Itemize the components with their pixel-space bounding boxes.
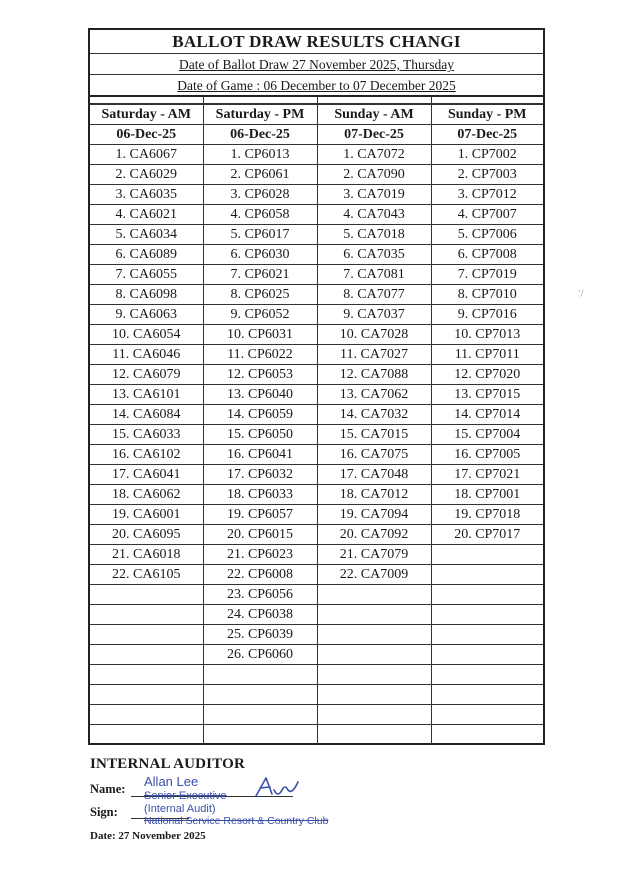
result-cell: 20. CA6095 [90, 525, 203, 545]
result-cell: 11. CA6046 [90, 345, 203, 365]
result-cell: 21. CA6018 [90, 545, 203, 565]
result-cell: 18. CP7001 [431, 485, 543, 505]
result-cell: 2. CP7003 [431, 165, 543, 185]
result-cell: 8. CP7010 [431, 285, 543, 305]
table-row [90, 185, 543, 205]
result-cell: 13. CA7062 [317, 385, 431, 405]
result-cell [203, 665, 317, 685]
result-cell [90, 665, 203, 685]
result-cell [90, 605, 203, 625]
result-cell: 20. CP6015 [203, 525, 317, 545]
result-cell [317, 665, 431, 685]
game-date [90, 75, 543, 97]
result-cell: 10. CA7028 [317, 325, 431, 345]
table-row [90, 725, 543, 745]
divider-tick [203, 97, 204, 104]
stamp-department: (Internal Audit) [144, 803, 216, 815]
result-cell: 14. CA6084 [90, 405, 203, 425]
result-cell: 15. CA7015 [317, 425, 431, 445]
result-cell [431, 565, 543, 585]
column-date: 07-Dec-25 [431, 125, 543, 145]
table-row [90, 705, 543, 725]
result-cell: 16. CP6041 [203, 445, 317, 465]
header-divider [90, 97, 543, 104]
result-cell: 12. CP7020 [431, 365, 543, 385]
table-row [90, 565, 543, 585]
divider-tick [431, 97, 432, 104]
result-cell: 5. CA6034 [90, 225, 203, 245]
result-cell: 12. CP6053 [203, 365, 317, 385]
result-cell [203, 725, 317, 745]
result-cell [90, 705, 203, 725]
result-cell: 22. CA6105 [90, 565, 203, 585]
column-header: Sunday - AM [317, 105, 431, 125]
result-cell: 14. CP7014 [431, 405, 543, 425]
result-cell: 18. CP6033 [203, 485, 317, 505]
result-cell: 17. CA6041 [90, 465, 203, 485]
result-cell: 6. CP6030 [203, 245, 317, 265]
table-row [90, 465, 543, 485]
result-cell: 18. CA6062 [90, 485, 203, 505]
ballot-draw-date-text: Date of Ballot Draw 27 November 2025, Thursday [179, 57, 454, 72]
session-header-row [90, 105, 543, 125]
result-cell: 1. CP7002 [431, 145, 543, 165]
table-row [90, 165, 543, 185]
result-cell: 12. CA7088 [317, 365, 431, 385]
result-cell: 19. CP6057 [203, 505, 317, 525]
result-cell: 4. CP7007 [431, 205, 543, 225]
result-cell [431, 605, 543, 625]
table-row [90, 505, 543, 525]
table-row [90, 345, 543, 365]
result-cell: 8. CA6098 [90, 285, 203, 305]
column-header: Saturday - PM [203, 105, 317, 125]
result-cell: 1. CA7072 [317, 145, 431, 165]
table-row [90, 385, 543, 405]
table-row [90, 225, 543, 245]
result-cell: 5. CA7018 [317, 225, 431, 245]
result-cell: 2. CP6061 [203, 165, 317, 185]
table-row [90, 245, 543, 265]
table-row [90, 325, 543, 345]
result-cell: 10. CP6031 [203, 325, 317, 345]
ballot-draw-date [90, 54, 543, 75]
auditor-heading: INTERNAL AUDITOR [90, 756, 246, 772]
stamp-organisation: National Service Resort & Country Club [144, 815, 329, 827]
result-cell: 4. CA7043 [317, 205, 431, 225]
table-row [90, 425, 543, 445]
result-cell: 5. CP6017 [203, 225, 317, 245]
result-cell: 13. CA6101 [90, 385, 203, 405]
result-cell: 16. CA6102 [90, 445, 203, 465]
result-cell: 8. CP6025 [203, 285, 317, 305]
result-cell: 20. CA7092 [317, 525, 431, 545]
result-cell: 22. CA7009 [317, 565, 431, 585]
table-row [90, 545, 543, 565]
column-date: 06-Dec-25 [203, 125, 317, 145]
stamp-name: Allan Lee [144, 774, 199, 789]
result-cell: 4. CA6021 [90, 205, 203, 225]
result-cell: 7. CA6055 [90, 265, 203, 285]
table-row [90, 665, 543, 685]
result-cell: 19. CA6001 [90, 505, 203, 525]
result-cell: 21. CA7079 [317, 545, 431, 565]
result-cell: 14. CA7032 [317, 405, 431, 425]
table-row [90, 145, 543, 165]
result-cell: 21. CP6023 [203, 545, 317, 565]
ballot-results-sheet [88, 28, 545, 745]
table-row [90, 365, 543, 385]
result-cell: 3. CA6035 [90, 185, 203, 205]
result-cell: 2. CA6029 [90, 165, 203, 185]
result-cell: 23. CP6056 [203, 585, 317, 605]
result-cell [431, 665, 543, 685]
result-cell: 16. CA7075 [317, 445, 431, 465]
game-date-text: Date of Game : 06 December to 07 December 2025 [177, 78, 456, 93]
result-cell: 4. CP6058 [203, 205, 317, 225]
result-cell: 10. CA6054 [90, 325, 203, 345]
table-row [90, 285, 543, 305]
result-cell: 5. CP7006 [431, 225, 543, 245]
result-cell: 15. CP6050 [203, 425, 317, 445]
result-cell: 9. CA7037 [317, 305, 431, 325]
divider-tick [317, 97, 318, 104]
result-cell [90, 645, 203, 665]
result-cell: 19. CP7018 [431, 505, 543, 525]
result-cell: 14. CP6059 [203, 405, 317, 425]
result-cell: 7. CP7019 [431, 265, 543, 285]
result-cell: 2. CA7090 [317, 165, 431, 185]
result-cell [90, 685, 203, 705]
margin-mark: '/ [578, 289, 584, 299]
result-cell [431, 685, 543, 705]
result-cell: 13. CP6040 [203, 385, 317, 405]
result-cell: 15. CA6033 [90, 425, 203, 445]
page-title: BALLOT DRAW RESULTS CHANGI [90, 30, 543, 54]
stamp-position: Senior Executive [144, 790, 227, 802]
result-cell: 11. CA7027 [317, 345, 431, 365]
result-cell: 17. CP7021 [431, 465, 543, 485]
result-cell: 19. CA7094 [317, 505, 431, 525]
result-cell: 7. CP6021 [203, 265, 317, 285]
result-cell [317, 585, 431, 605]
result-cell [317, 625, 431, 645]
result-cell: 17. CP6032 [203, 465, 317, 485]
result-cell: 11. CP6022 [203, 345, 317, 365]
result-cell: 18. CA7012 [317, 485, 431, 505]
result-cell: 11. CP7011 [431, 345, 543, 365]
table-row [90, 645, 543, 665]
table-row [90, 525, 543, 545]
result-cell [431, 545, 543, 565]
results-table [90, 104, 543, 744]
table-row [90, 205, 543, 225]
result-cell: 22. CP6008 [203, 565, 317, 585]
result-cell: 9. CP7016 [431, 305, 543, 325]
result-cell [431, 585, 543, 605]
result-cell [317, 605, 431, 625]
results-body [90, 145, 543, 745]
result-cell: 9. CA6063 [90, 305, 203, 325]
result-cell [431, 725, 543, 745]
column-date: 06-Dec-25 [90, 125, 203, 145]
table-row [90, 625, 543, 645]
result-cell [203, 685, 317, 705]
table-row [90, 405, 543, 425]
table-row [90, 485, 543, 505]
result-cell [317, 685, 431, 705]
table-row [90, 265, 543, 285]
result-cell: 13. CP7015 [431, 385, 543, 405]
result-cell: 8. CA7077 [317, 285, 431, 305]
result-cell: 16. CP7005 [431, 445, 543, 465]
result-cell: 3. CP6028 [203, 185, 317, 205]
result-cell [90, 585, 203, 605]
result-cell [431, 625, 543, 645]
result-cell: 6. CA7035 [317, 245, 431, 265]
result-cell: 20. CP7017 [431, 525, 543, 545]
result-cell [203, 705, 317, 725]
result-cell: 1. CP6013 [203, 145, 317, 165]
result-cell: 24. CP6038 [203, 605, 317, 625]
result-cell: 1. CA6067 [90, 145, 203, 165]
session-date-row [90, 125, 543, 145]
result-cell: 9. CP6052 [203, 305, 317, 325]
result-cell: 12. CA6079 [90, 365, 203, 385]
column-date: 07-Dec-25 [317, 125, 431, 145]
result-cell [90, 625, 203, 645]
table-row [90, 305, 543, 325]
result-cell [431, 705, 543, 725]
result-cell [317, 725, 431, 745]
result-cell [90, 725, 203, 745]
result-cell: 6. CP7008 [431, 245, 543, 265]
sign-label: Sign: [90, 805, 118, 819]
result-cell: 15. CP7004 [431, 425, 543, 445]
table-row [90, 585, 543, 605]
result-cell: 7. CA7081 [317, 265, 431, 285]
result-cell: 26. CP6060 [203, 645, 317, 665]
result-cell [317, 645, 431, 665]
name-label: Name: [90, 782, 126, 796]
result-cell [317, 705, 431, 725]
result-cell [431, 645, 543, 665]
result-cell: 17. CA7048 [317, 465, 431, 485]
result-cell: 6. CA6089 [90, 245, 203, 265]
column-header: Saturday - AM [90, 105, 203, 125]
signature-date: Date: 27 November 2025 [90, 830, 206, 842]
result-cell: 3. CP7012 [431, 185, 543, 205]
table-row [90, 445, 543, 465]
result-cell: 3. CA7019 [317, 185, 431, 205]
table-row [90, 605, 543, 625]
signature-icon [252, 774, 300, 800]
column-header: Sunday - PM [431, 105, 543, 125]
result-cell: 10. CP7013 [431, 325, 543, 345]
table-row [90, 685, 543, 705]
result-cell: 25. CP6039 [203, 625, 317, 645]
